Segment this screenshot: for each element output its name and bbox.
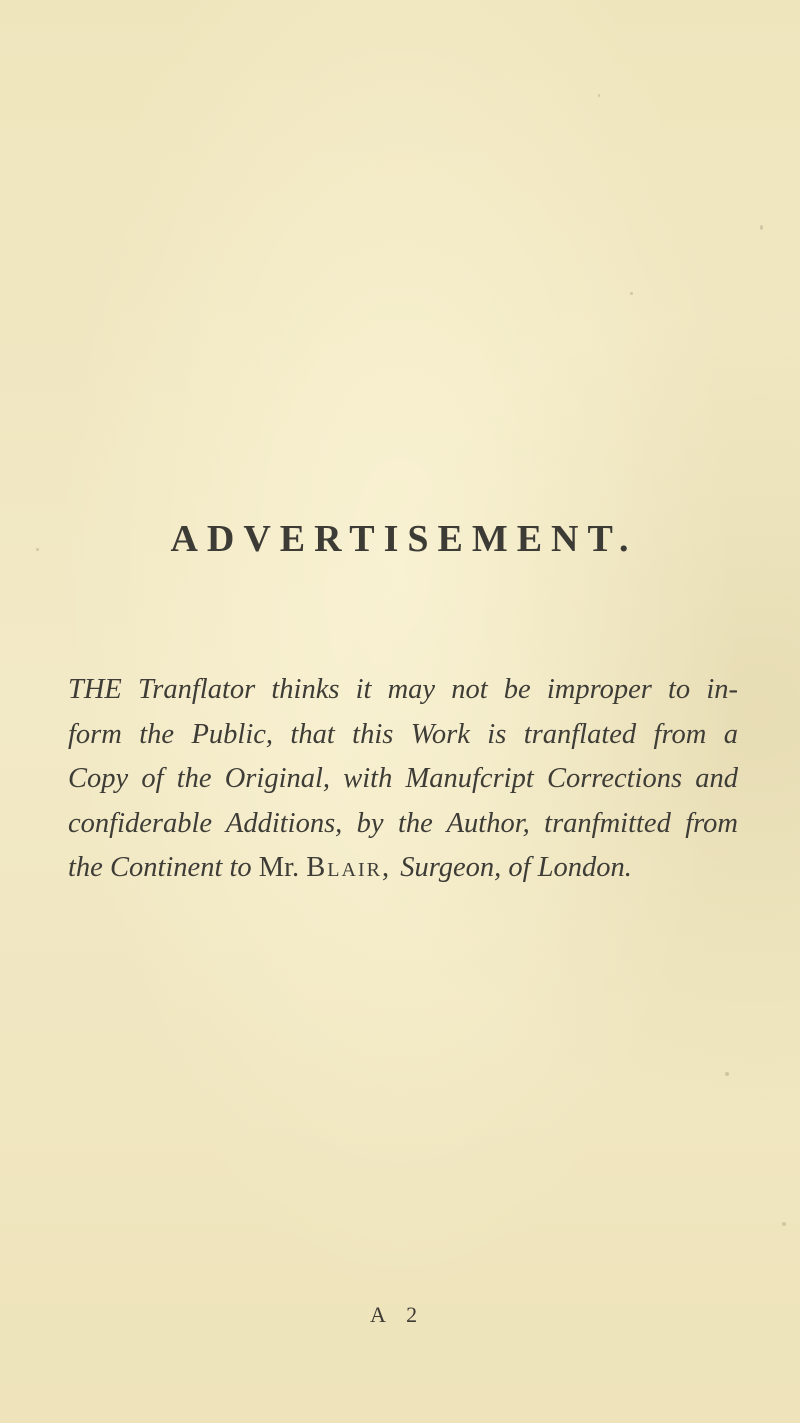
paper-speck — [630, 292, 633, 295]
advertisement-paragraph — [68, 668, 738, 891]
name-blair: Blair, — [306, 852, 401, 883]
advertisement-heading: ADVERTISEMENT. — [170, 518, 638, 560]
paragraph-text: the Continent to — [68, 852, 259, 883]
title-mr: Mr. — [258, 852, 307, 883]
paper-speck — [598, 94, 600, 97]
signature-mark: A 2 — [370, 1302, 426, 1327]
paper-speck — [725, 1072, 729, 1076]
paragraph-line — [68, 846, 738, 891]
paper-speck — [782, 1222, 786, 1226]
paragraph-line: confiderable Additions, by the Author, tranfmitted from — [68, 807, 738, 839]
paragraph-text: Surgeon, of London. — [400, 852, 632, 883]
paragraph-line: form the Public, that this Work is tranflated from a — [68, 718, 738, 750]
paper-speck — [760, 225, 763, 230]
paragraph-line: THE Tranflator thinks it may not be improper to in- — [68, 674, 738, 705]
paragraph-line: Copy of the Original, with Manufcript Corrections and — [68, 763, 738, 794]
